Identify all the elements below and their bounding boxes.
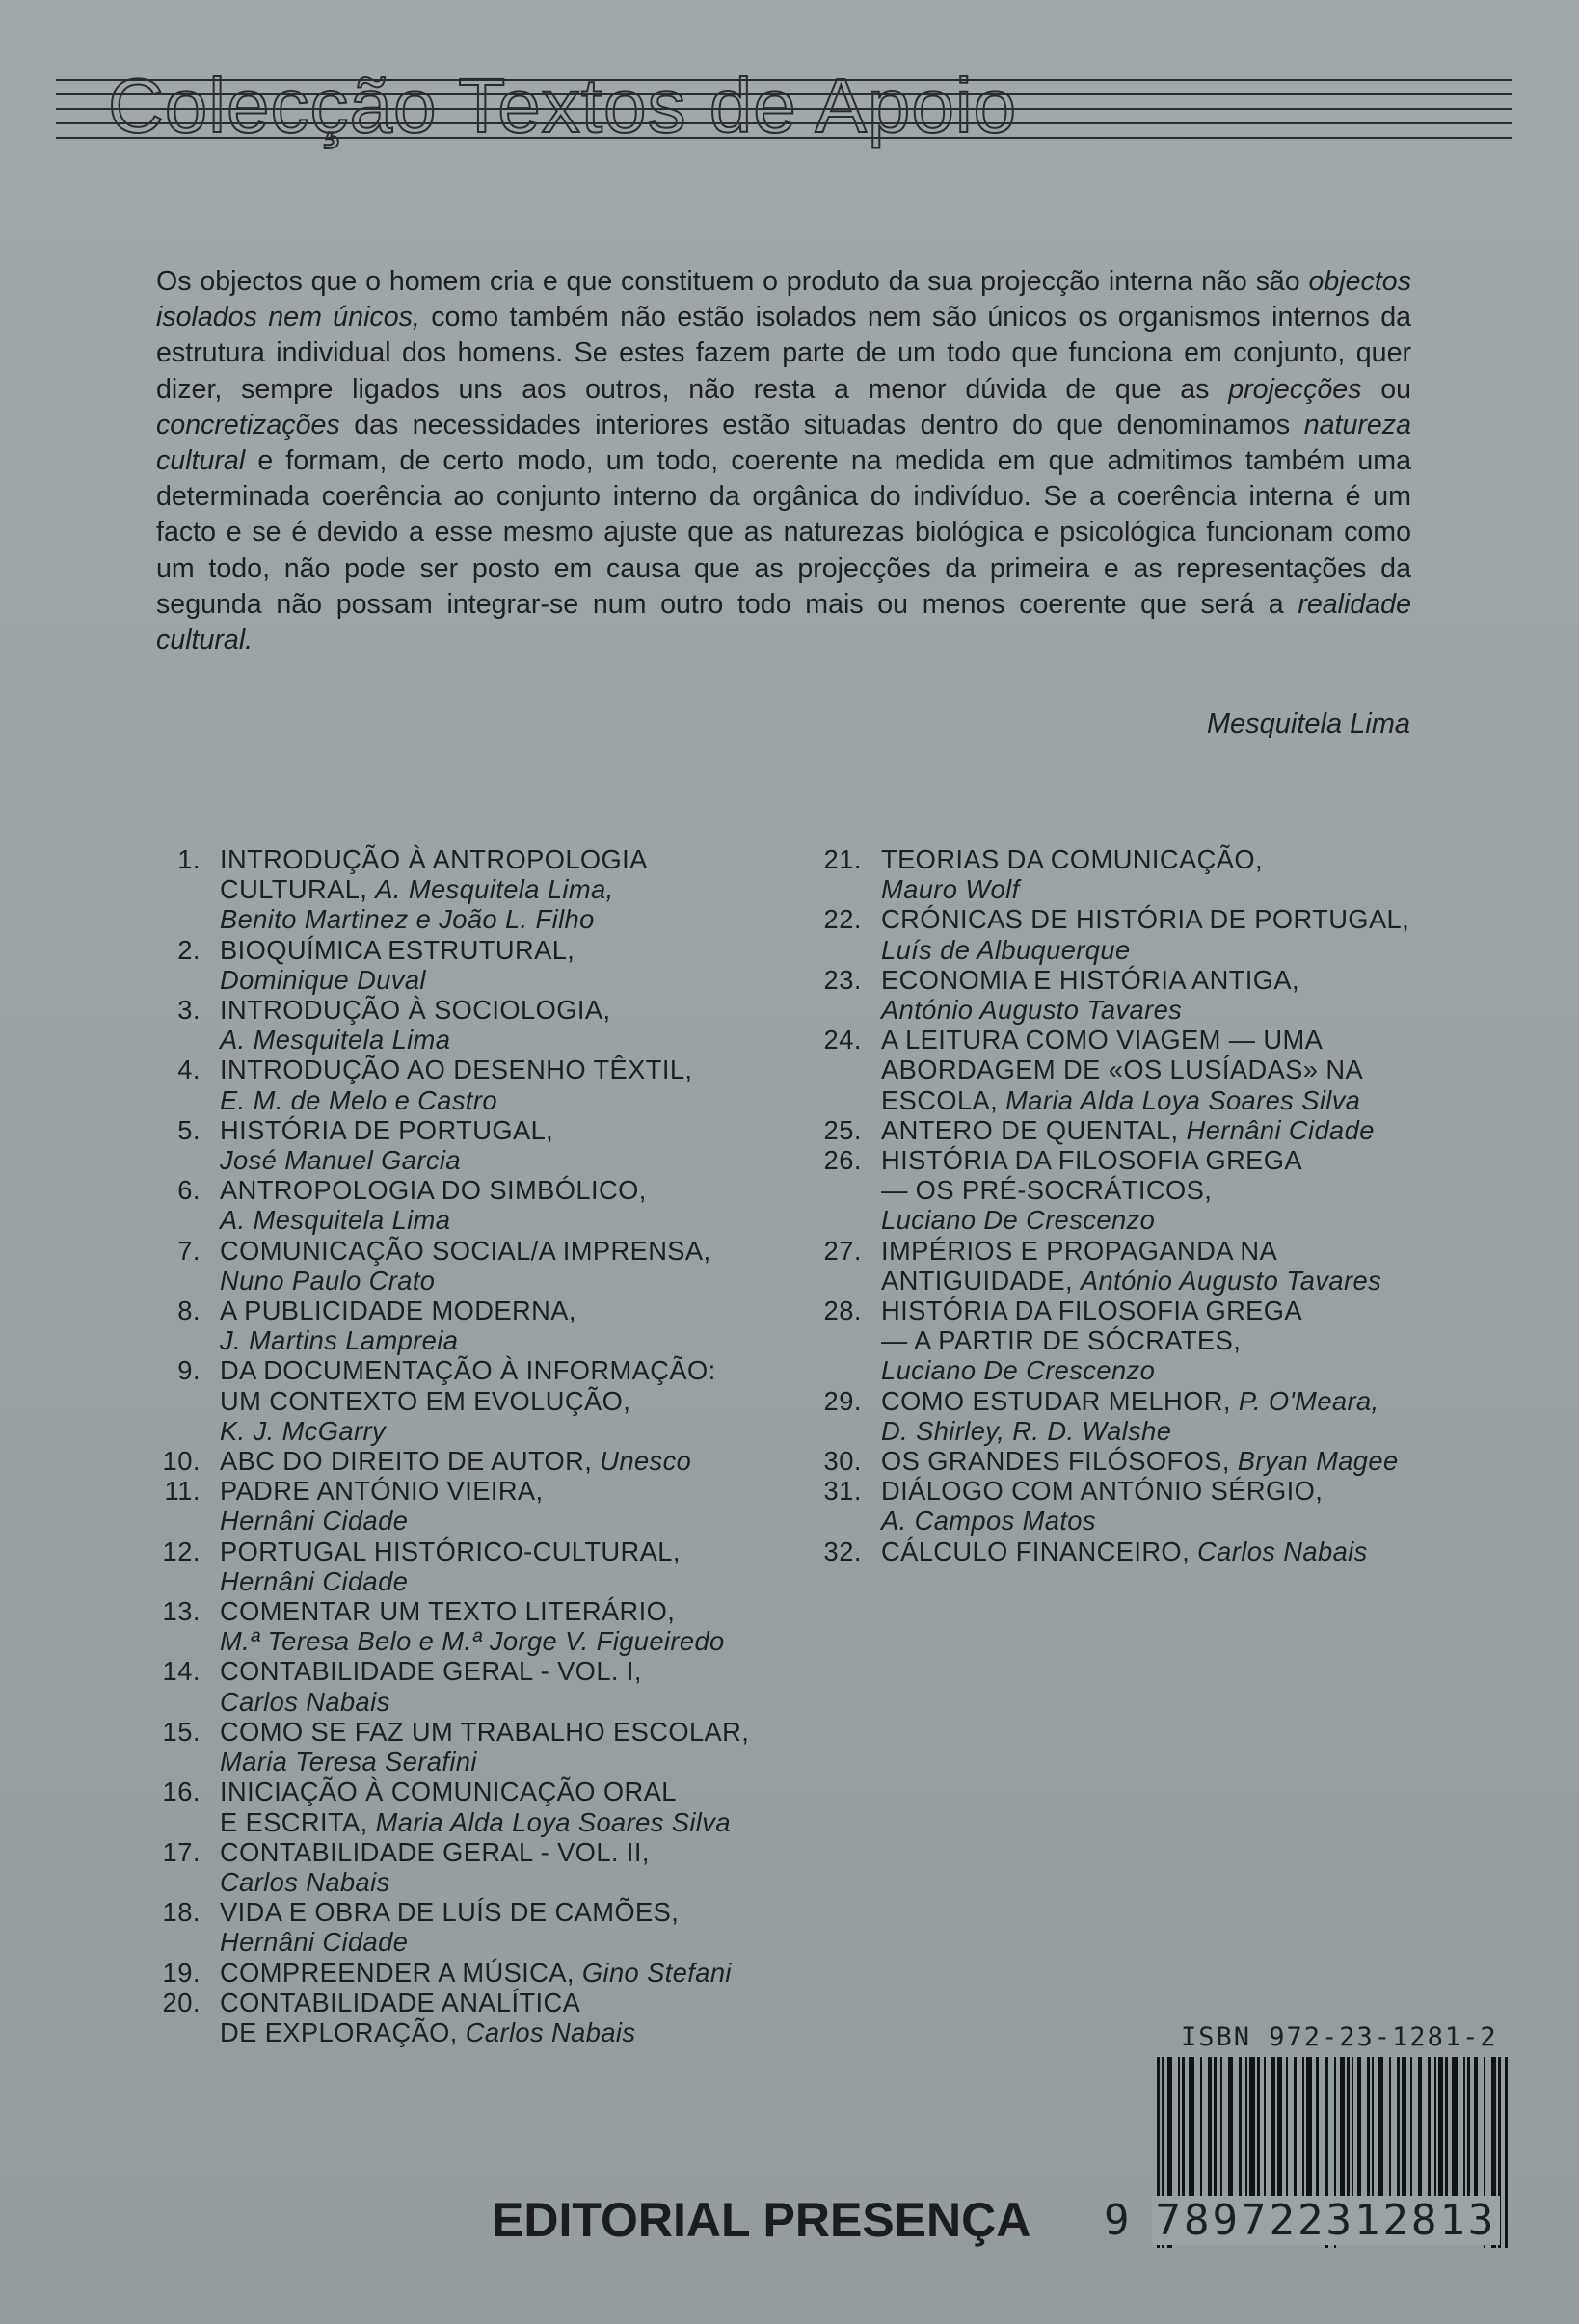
book-author: A. Mesquitela Lima bbox=[220, 1025, 451, 1055]
barcode-bar bbox=[1189, 2057, 1194, 2202]
barcode-bar bbox=[1428, 2057, 1431, 2202]
book-number: 1. bbox=[177, 844, 201, 874]
book-author: A. Mesquitela Lima bbox=[220, 1205, 451, 1236]
book-text bbox=[220, 1446, 762, 1476]
book-line bbox=[220, 1927, 762, 1957]
book-line bbox=[220, 1837, 762, 1867]
book-line bbox=[881, 1145, 1423, 1175]
book-author: M.ª Teresa Belo e M.ª Jorge V. Figueiredo bbox=[220, 1626, 725, 1657]
book-number: 15. bbox=[162, 1716, 201, 1747]
book-title: TEORIAS DA COMUNICAÇÃO, bbox=[881, 844, 1263, 874]
book-text bbox=[220, 1355, 762, 1446]
barcode-bar bbox=[1214, 2057, 1217, 2202]
book-line bbox=[881, 935, 1423, 965]
isbn-label: ISBN 972-23-1281-2 bbox=[1181, 2022, 1498, 2052]
book-author: Maria Alda Loya Soares Silva bbox=[1005, 1084, 1361, 1115]
barcode-bar bbox=[1505, 2057, 1508, 2248]
ean-digits: 789722312813 bbox=[1152, 2196, 1501, 2245]
book-line bbox=[220, 1296, 762, 1325]
book-entry bbox=[806, 904, 1423, 964]
book-line bbox=[220, 1115, 762, 1145]
book-line bbox=[220, 1416, 762, 1446]
book-text bbox=[220, 935, 762, 995]
book-title: ABORDAGEM DE «OS LUSÍADAS» NA bbox=[881, 1055, 1364, 1085]
book-author: A. Mesquitela Lima, bbox=[375, 874, 614, 905]
book-line bbox=[220, 1025, 762, 1055]
book-entry bbox=[806, 1236, 1423, 1296]
book-number: 30. bbox=[823, 1446, 862, 1477]
book-text bbox=[220, 1656, 762, 1716]
barcode-bar bbox=[1352, 2057, 1353, 2202]
book-author: Luciano De Crescenzo bbox=[881, 1205, 1156, 1236]
book-title: INTRODUÇÃO À SOCIOLOGIA, bbox=[220, 995, 611, 1026]
book-line bbox=[881, 1446, 1423, 1476]
book-title: HISTÓRIA DA FILOSOFIA GREGA bbox=[881, 1145, 1303, 1176]
book-line bbox=[220, 844, 762, 874]
book-number: 12. bbox=[162, 1536, 201, 1566]
book-title: CONTABILIDADE GERAL - VOL. I, bbox=[220, 1656, 642, 1687]
book-line bbox=[220, 1236, 762, 1266]
book-title: VIDA E OBRA DE LUÍS DE CAMÕES, bbox=[220, 1897, 680, 1928]
book-entry bbox=[145, 1656, 762, 1716]
book-entry bbox=[806, 1145, 1423, 1236]
book-number: 29. bbox=[823, 1385, 862, 1416]
book-line bbox=[220, 1446, 762, 1476]
book-text bbox=[220, 1776, 762, 1836]
book-line bbox=[220, 1536, 762, 1566]
barcode-bar bbox=[1264, 2057, 1266, 2202]
book-number: 19. bbox=[162, 1957, 201, 1988]
barcode-bar bbox=[1239, 2057, 1242, 2202]
book-line bbox=[881, 1506, 1423, 1536]
barcode-bar bbox=[1367, 2057, 1370, 2202]
book-line bbox=[881, 1055, 1423, 1084]
barcode-bar bbox=[1316, 2057, 1319, 2202]
book-entry bbox=[806, 844, 1423, 904]
book-author: Carlos Nabais bbox=[1197, 1536, 1368, 1566]
book-entry bbox=[145, 1958, 762, 1988]
ean-number bbox=[1104, 2196, 1500, 2245]
book-number: 27. bbox=[823, 1235, 862, 1266]
book-title: ANTERO DE QUENTAL, bbox=[881, 1114, 1187, 1145]
barcode-bar bbox=[1378, 2057, 1383, 2202]
book-text bbox=[220, 1897, 762, 1957]
book-line bbox=[220, 1988, 762, 2017]
book-number: 25. bbox=[823, 1114, 862, 1145]
book-author: K. J. McGarry bbox=[220, 1415, 387, 1446]
book-text bbox=[881, 1296, 1423, 1386]
quote-segment: das necessidades interiores estão situadas dentro do que denominamos bbox=[339, 409, 1304, 441]
book-text bbox=[881, 904, 1423, 964]
barcode-bar bbox=[1271, 2057, 1275, 2202]
barcode-bar bbox=[1249, 2057, 1255, 2202]
quote-emphasis: realidade cultural. bbox=[156, 588, 1411, 656]
book-entry bbox=[145, 1476, 762, 1536]
book-number: 23. bbox=[823, 964, 862, 995]
book-text bbox=[220, 844, 762, 935]
book-line bbox=[881, 1536, 1423, 1566]
book-line bbox=[881, 1416, 1423, 1446]
book-text bbox=[220, 1988, 762, 2047]
book-line bbox=[220, 1596, 762, 1626]
book-title: COMENTAR UM TEXTO LITERÁRIO, bbox=[220, 1596, 676, 1627]
book-entry bbox=[145, 1988, 762, 2047]
book-text bbox=[881, 1115, 1423, 1145]
book-line bbox=[881, 1386, 1423, 1416]
barcode-bar bbox=[1245, 2057, 1247, 2202]
book-number: 5. bbox=[177, 1114, 201, 1145]
book-title: PADRE ANTÓNIO VIEIRA, bbox=[220, 1476, 544, 1507]
barcode-bar bbox=[1257, 2057, 1260, 2202]
series-title: Colecção Textos de Apoio bbox=[108, 63, 1018, 148]
book-line bbox=[220, 965, 762, 995]
book-title: CRÓNICAS DE HISTÓRIA DE PORTUGAL, bbox=[881, 904, 1410, 935]
book-number: 6. bbox=[177, 1175, 201, 1206]
book-text bbox=[220, 1236, 762, 1296]
book-author: P. O'Meara, bbox=[1238, 1385, 1379, 1416]
barcode-bar bbox=[1182, 2057, 1185, 2202]
book-text bbox=[220, 1536, 762, 1596]
book-line bbox=[220, 1717, 762, 1747]
book-author: J. Martins Lampreia bbox=[220, 1325, 459, 1356]
book-line bbox=[220, 1687, 762, 1717]
book-title: ANTROPOLOGIA DO SIMBÓLICO, bbox=[220, 1175, 647, 1206]
book-line bbox=[220, 1205, 762, 1235]
book-number: 8. bbox=[177, 1296, 201, 1326]
quote-emphasis: natureza cultural bbox=[156, 409, 1411, 477]
book-line bbox=[220, 1145, 762, 1175]
book-title: DA DOCUMENTAÇÃO À INFORMAÇÃO: bbox=[220, 1355, 716, 1386]
book-number: 24. bbox=[823, 1025, 862, 1055]
book-title: BIOQUÍMICA ESTRUTURAL, bbox=[220, 934, 575, 965]
book-line bbox=[881, 904, 1423, 934]
book-number: 9. bbox=[177, 1355, 201, 1386]
book-title: ECONOMIA E HISTÓRIA ANTIGA, bbox=[881, 964, 1299, 995]
book-title: INTRODUÇÃO À ANTROPOLOGIA bbox=[220, 844, 648, 874]
book-entry bbox=[145, 1776, 762, 1836]
barcode-bar bbox=[1410, 2057, 1412, 2202]
book-line bbox=[220, 1626, 762, 1656]
book-title: DE EXPLORAÇÃO, bbox=[220, 2017, 466, 2047]
book-text bbox=[881, 844, 1423, 904]
book-text bbox=[220, 1958, 762, 1988]
book-text bbox=[881, 1236, 1423, 1296]
book-entry bbox=[145, 1536, 762, 1596]
book-title: COMUNICAÇÃO SOCIAL/A IMPRENSA, bbox=[220, 1235, 711, 1266]
book-number: 16. bbox=[162, 1776, 201, 1807]
book-text bbox=[881, 1386, 1423, 1446]
book-number: 10. bbox=[162, 1446, 201, 1477]
book-entry bbox=[145, 1055, 762, 1114]
book-author: Luís de Albuquerque bbox=[881, 934, 1131, 965]
quote-segment: como também não estão isolados nem são únicos os organismos internos da estrutura individual dos homens. Se estes fazem parte de um todo que funciona em conjunto, quer dizer, sempre ligados uns aos outros, não resta a menor dúvida de que as bbox=[156, 302, 1411, 405]
book-number: 3. bbox=[177, 995, 201, 1026]
book-entry bbox=[145, 995, 762, 1055]
book-author: Dominique Duval bbox=[220, 964, 426, 995]
book-line bbox=[220, 2017, 762, 2047]
book-line bbox=[220, 935, 762, 965]
book-entry bbox=[806, 1446, 1423, 1476]
book-entry bbox=[145, 1897, 762, 1957]
barcode-bar bbox=[1228, 2057, 1233, 2202]
book-line bbox=[220, 1867, 762, 1897]
book-entry bbox=[145, 844, 762, 935]
book-entry bbox=[145, 1296, 762, 1355]
book-line bbox=[881, 1115, 1423, 1145]
book-number: 11. bbox=[164, 1476, 201, 1507]
book-author: Gino Stefani bbox=[581, 1957, 732, 1988]
book-author: Hernâni Cidade bbox=[220, 1506, 409, 1536]
quote-emphasis: objectos isolados nem únicos, bbox=[156, 266, 1411, 334]
book-title: — OS PRÉ-SOCRÁTICOS, bbox=[881, 1175, 1213, 1206]
book-author: Carlos Nabais bbox=[220, 1686, 390, 1717]
book-number: 2. bbox=[177, 934, 201, 965]
barcode-bar bbox=[1277, 2057, 1282, 2202]
book-title: A LEITURA COMO VIAGEM — UMA bbox=[881, 1025, 1324, 1055]
book-author: Nuno Paulo Crato bbox=[220, 1265, 436, 1296]
barcode-bar bbox=[1452, 2057, 1458, 2202]
book-line bbox=[881, 1205, 1423, 1235]
book-author: A. Campos Matos bbox=[881, 1506, 1096, 1536]
book-entry bbox=[145, 1236, 762, 1296]
book-text bbox=[220, 1476, 762, 1536]
book-text bbox=[220, 1717, 762, 1776]
book-entry bbox=[145, 935, 762, 995]
book-text bbox=[881, 1446, 1423, 1476]
book-entry bbox=[145, 1717, 762, 1776]
book-title: DIÁLOGO COM ANTÓNIO SÉRGIO, bbox=[881, 1476, 1324, 1507]
book-number: 21. bbox=[823, 844, 862, 874]
book-line bbox=[220, 1506, 762, 1536]
ean-lead-digit: 9 bbox=[1104, 2196, 1133, 2245]
book-number: 26. bbox=[823, 1145, 862, 1176]
book-number: 22. bbox=[823, 904, 862, 935]
book-text bbox=[220, 1175, 762, 1235]
book-entry bbox=[806, 1476, 1423, 1536]
book-line bbox=[881, 1476, 1423, 1506]
book-title: UM CONTEXTO EM EVOLUÇÃO, bbox=[220, 1385, 631, 1416]
quote-segment: ou bbox=[1361, 373, 1411, 405]
book-author: Carlos Nabais bbox=[220, 1866, 390, 1897]
book-entry bbox=[145, 1837, 762, 1897]
book-line bbox=[881, 1025, 1423, 1055]
book-author: Bryan Magee bbox=[1237, 1446, 1399, 1477]
quote-segment: e formam, de certo modo, um todo, coerente na medida em que admitimos também uma determinada coerência ao conjunto interno da orgânica do indivíduo. Se a coerência interna é um facto e se é devido a esse mesmo ajuste que as naturezas biológica e psicológica funcionam como um todo, não pode ser posto em causa que as projecções da primeira e as representações da segunda não possam integrar-se num outro todo mais ou menos coerente que será a bbox=[156, 445, 1411, 620]
book-author: Carlos Nabais bbox=[465, 2017, 636, 2047]
book-text bbox=[220, 1296, 762, 1355]
barcode-bar bbox=[1220, 2057, 1222, 2202]
barcode-bar bbox=[1438, 2057, 1443, 2202]
book-number: 20. bbox=[162, 1987, 201, 2017]
book-title: CONTABILIDADE ANALÍTICA bbox=[220, 1987, 581, 2017]
book-line bbox=[220, 1085, 762, 1115]
book-line bbox=[220, 1747, 762, 1776]
book-author: António Augusto Tavares bbox=[1080, 1265, 1382, 1296]
book-entry bbox=[806, 965, 1423, 1025]
book-title: PORTUGAL HISTÓRICO-CULTURAL, bbox=[220, 1536, 681, 1566]
book-line bbox=[881, 1296, 1423, 1325]
book-entry bbox=[145, 1175, 762, 1235]
book-title: ANTIGUIDADE, bbox=[881, 1265, 1081, 1296]
barcode-bar bbox=[1200, 2057, 1202, 2202]
barcode-bar bbox=[1389, 2057, 1391, 2202]
book-title: ABC DO DIREITO DE AUTOR, bbox=[220, 1446, 601, 1477]
quote-emphasis: concretizações bbox=[156, 409, 340, 441]
book-line bbox=[881, 965, 1423, 995]
book-author: Maria Teresa Serafini bbox=[220, 1747, 477, 1777]
book-entry bbox=[145, 1446, 762, 1476]
book-text bbox=[881, 1476, 1423, 1536]
publisher-name: EDITORIAL PRESENÇA bbox=[492, 2193, 1031, 2247]
book-number: 32. bbox=[823, 1536, 862, 1566]
barcode-bar bbox=[1467, 2057, 1470, 2202]
book-line bbox=[881, 1236, 1423, 1266]
book-text bbox=[220, 1837, 762, 1897]
book-author: Maria Alda Loya Soares Silva bbox=[375, 1806, 731, 1837]
book-entry bbox=[806, 1025, 1423, 1115]
book-author: António Augusto Tavares bbox=[881, 995, 1183, 1026]
book-title: CÁLCULO FINANCEIRO, bbox=[881, 1536, 1198, 1566]
book-line bbox=[220, 1355, 762, 1385]
quote-paragraph bbox=[156, 264, 1411, 658]
book-line bbox=[220, 1776, 762, 1806]
quote-text bbox=[156, 264, 1411, 658]
quote-segment: Os objectos que o homem cria e que constituem o produto da sua projecção interna não são bbox=[156, 266, 1309, 297]
book-line bbox=[220, 904, 762, 934]
book-title: OS GRANDES FILÓSOFOS, bbox=[881, 1446, 1238, 1477]
barcode-bar bbox=[1372, 2057, 1374, 2202]
barcode-bar bbox=[1286, 2057, 1288, 2202]
barcode-bar bbox=[1294, 2057, 1297, 2202]
book-line bbox=[220, 874, 762, 904]
book-title: HISTÓRIA DE PORTUGAL, bbox=[220, 1114, 554, 1145]
book-author: Hernâni Cidade bbox=[220, 1565, 409, 1596]
book-line bbox=[881, 844, 1423, 874]
barcode-bar bbox=[1357, 2057, 1361, 2202]
book-line bbox=[220, 1807, 762, 1837]
book-entry bbox=[145, 1355, 762, 1446]
book-entry bbox=[806, 1536, 1423, 1566]
barcode-bar bbox=[1434, 2057, 1436, 2202]
book-number: 4. bbox=[177, 1055, 201, 1085]
book-author: Hernâni Cidade bbox=[220, 1927, 409, 1958]
book-line bbox=[220, 1656, 762, 1686]
book-line bbox=[220, 1958, 762, 1988]
book-line bbox=[881, 995, 1423, 1025]
book-number: 17. bbox=[162, 1836, 201, 1867]
book-title: IMPÉRIOS E PROPAGANDA NA bbox=[881, 1235, 1278, 1266]
book-line bbox=[220, 1325, 762, 1355]
book-number: 13. bbox=[162, 1596, 201, 1627]
book-author: Benito Martinez e João L. Filho bbox=[220, 904, 595, 935]
book-text bbox=[220, 1596, 762, 1656]
book-title: INICIAÇÃO À COMUNICAÇÃO ORAL bbox=[220, 1776, 677, 1807]
book-line bbox=[220, 1386, 762, 1416]
book-title: E ESCRITA, bbox=[220, 1806, 376, 1837]
book-list-column-2 bbox=[806, 844, 1423, 1566]
quote-emphasis: projecções bbox=[1228, 373, 1362, 405]
book-text bbox=[881, 1025, 1423, 1115]
book-line bbox=[881, 1325, 1423, 1355]
book-number: 18. bbox=[162, 1897, 201, 1928]
book-title: HISTÓRIA DA FILOSOFIA GREGA bbox=[881, 1296, 1303, 1326]
book-line bbox=[220, 1175, 762, 1205]
barcode-bar bbox=[1402, 2057, 1406, 2202]
book-author: Unesco bbox=[600, 1446, 692, 1477]
book-line bbox=[220, 1897, 762, 1927]
book-line bbox=[881, 1085, 1423, 1115]
book-line bbox=[881, 1175, 1423, 1205]
book-title: ESCOLA, bbox=[881, 1084, 1006, 1115]
book-text bbox=[220, 1055, 762, 1114]
book-title: A PUBLICIDADE MODERNA, bbox=[220, 1296, 576, 1326]
book-author: E. M. de Melo e Castro bbox=[220, 1084, 497, 1115]
book-title: COMO ESTUDAR MELHOR, bbox=[881, 1385, 1239, 1416]
book-title: INTRODUÇÃO AO DESENHO TÊXTIL, bbox=[220, 1055, 693, 1085]
barcode-bar bbox=[1347, 2057, 1350, 2202]
book-list-column-1 bbox=[145, 844, 762, 2047]
book-line bbox=[220, 1476, 762, 1506]
book-text bbox=[881, 1536, 1423, 1566]
book-line bbox=[220, 1055, 762, 1084]
book-number: 31. bbox=[823, 1476, 862, 1507]
book-line bbox=[881, 1266, 1423, 1296]
book-text bbox=[881, 1145, 1423, 1236]
barcode-bar bbox=[1178, 2057, 1180, 2202]
book-text bbox=[220, 995, 762, 1055]
book-entry bbox=[806, 1115, 1423, 1145]
barcode-bar bbox=[1463, 2057, 1465, 2202]
book-number: 28. bbox=[823, 1296, 862, 1326]
book-author: Luciano De Crescenzo bbox=[881, 1355, 1156, 1386]
barcode-bar bbox=[1302, 2057, 1304, 2202]
barcode-bar bbox=[1208, 2057, 1212, 2202]
book-title: CULTURAL, bbox=[220, 874, 376, 905]
book-title: COMO SE FAZ UM TRABALHO ESCOLAR, bbox=[220, 1716, 750, 1747]
barcode-bar bbox=[1474, 2057, 1478, 2202]
book-entry bbox=[806, 1296, 1423, 1386]
book-author: D. Shirley, R. D. Walshe bbox=[881, 1415, 1172, 1446]
barcode-bar bbox=[1418, 2057, 1422, 2202]
barcode-bar bbox=[1397, 2057, 1400, 2202]
book-number: 14. bbox=[162, 1656, 201, 1687]
book-text bbox=[220, 1115, 762, 1175]
book-line bbox=[881, 1355, 1423, 1385]
book-entry bbox=[145, 1596, 762, 1656]
book-line bbox=[881, 874, 1423, 904]
book-line bbox=[220, 1566, 762, 1596]
book-line bbox=[220, 995, 762, 1025]
book-title: COMPREENDER A MÚSICA, bbox=[220, 1957, 582, 1988]
barcode-bar bbox=[1340, 2057, 1345, 2202]
barcode-bar bbox=[1306, 2057, 1312, 2202]
book-author: José Manuel Garcia bbox=[220, 1145, 461, 1176]
book-author: Mauro Wolf bbox=[881, 874, 1020, 905]
book-line bbox=[220, 1266, 762, 1296]
book-title: — A PARTIR DE SÓCRATES, bbox=[881, 1325, 1242, 1356]
book-author: Hernâni Cidade bbox=[1186, 1114, 1375, 1145]
book-title: CONTABILIDADE GERAL - VOL. II, bbox=[220, 1836, 650, 1867]
book-entry bbox=[145, 1115, 762, 1175]
barcode-bar bbox=[1445, 2057, 1448, 2202]
book-text bbox=[881, 965, 1423, 1025]
book-number: 7. bbox=[177, 1235, 201, 1266]
book-entry bbox=[806, 1386, 1423, 1446]
quote-author: Mesquitela Lima bbox=[1206, 708, 1410, 739]
